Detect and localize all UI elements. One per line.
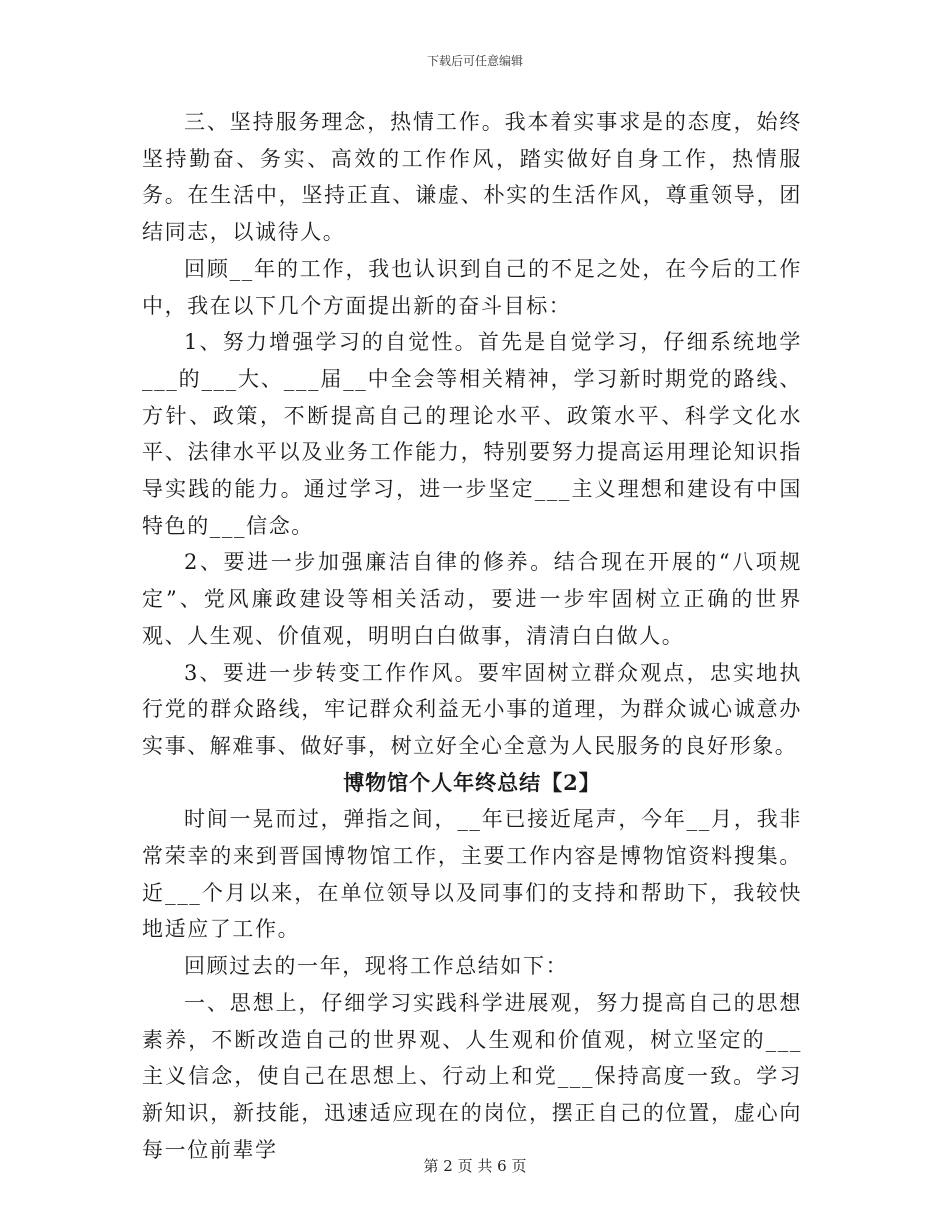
- paragraph: 回顾过去的一年，现将工作总结如下：: [184, 954, 569, 979]
- paragraph: 三、坚持服务理念，热情工作。我本着实事求是的态度，始终坚持勤奋、务实、高效的工作作风，踏实做好自身工作，热情服务。在生活中，坚持正直、谦虚、朴实的生活作风，尊重领导，团结同志，以诚待人。: [142, 110, 802, 245]
- paragraph: 回顾__年的工作，我也认识到自己的不足之处，在今后的工作中，我在以下几个方面提出新的奋斗目标：: [142, 256, 802, 318]
- document-body: [142, 104, 802, 1168]
- section-title: 博物馆个人年终总结【2】: [343, 769, 601, 795]
- paragraph: 时间一晃而过，弹指之间，__年已接近尾声，今年__月，我非常荣幸的来到晋国博物馆工作，主要工作内容是博物馆资料搜集。近___个月以来，在单位领导以及同事们的支持和帮助下，我较快地适应了工作。: [142, 807, 802, 942]
- page-header: 下载后可任意编辑: [426, 54, 523, 68]
- paragraph: 3、要进一步转变工作作风。要牢固树立群众观点，忠实地执行党的群众路线，牢记群众利益无小事的道理，为群众诚心诚意办实事、解难事、做好事，树立好全心全意为人民服务的良好形象。: [142, 660, 802, 758]
- paragraph: 2、要进一步加强廉洁自律的修养。结合现在开展的“八项规定”、党风廉政建设等相关活动，要进一步牢固树立正确的世界观、人生观、价值观，明明白白做事，清清白白做人。: [142, 550, 802, 648]
- paragraph: 1、努力增强学习的自觉性。首先是自觉学习，仔细系统地学___的___大、___届__中全会等相关精神，学习新时期党的路线、方针、政策，不断提高自己的理论水平、政策水平、科学文化水平、法律水平以及业务工作能力，特别要努力提高运用理论知识指导实践的能力。通过学习，进一步坚定___主义理想和建设有中国特色的___信念。: [142, 330, 802, 538]
- page-number: 第 2 页 共 6 页: [423, 1157, 527, 1175]
- paragraph: 一、思想上，仔细学习实践科学进展观，努力提高自己的思想素养，不断改造自己的世界观、人生观和价值观，树立坚定的___主义信念，使自己在思想上、行动上和党___保持高度一致。学习新知识，新技能，迅速适应现在的岗位，摆正自己的位置，虚心向每一位前辈学: [142, 990, 802, 1162]
